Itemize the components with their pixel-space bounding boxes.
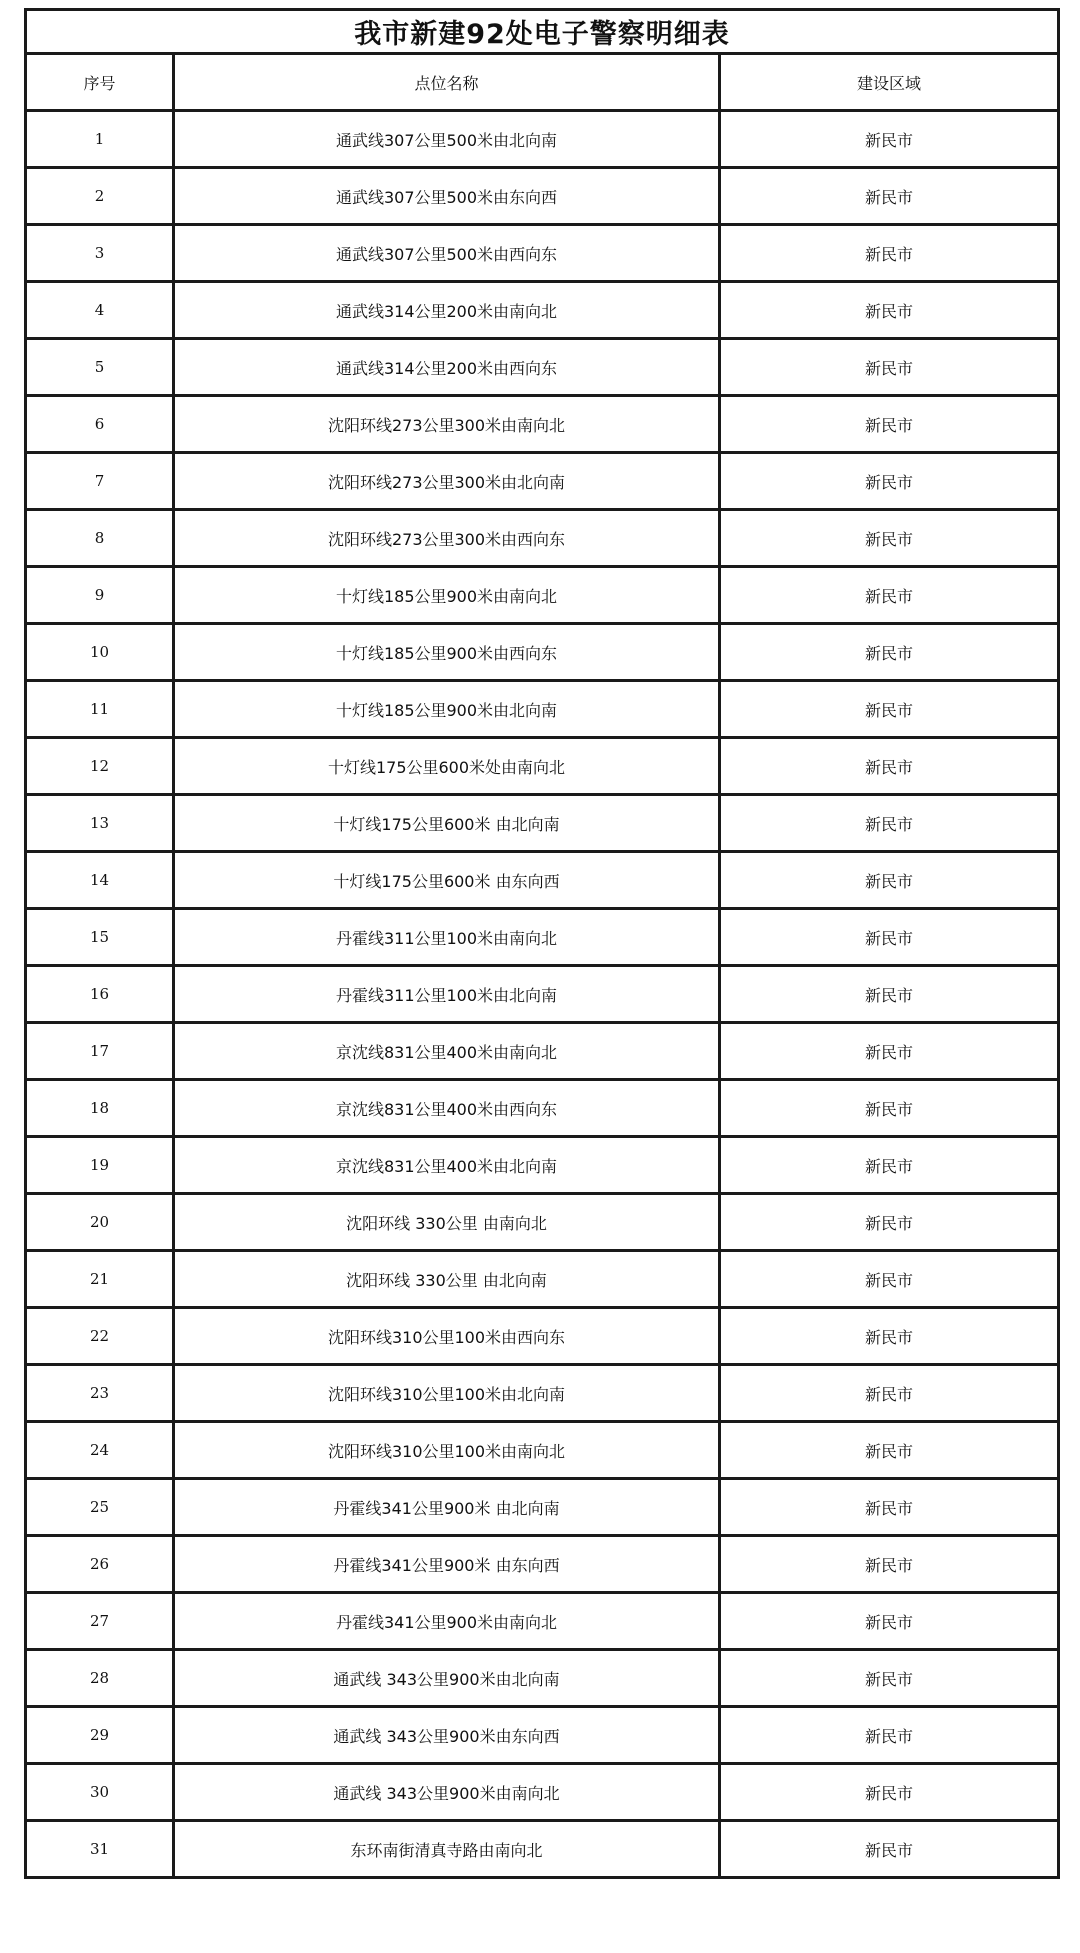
row-index-cell: 29 [26, 1707, 174, 1764]
row-location-cell: 十灯线185公里900米由西向东 [174, 624, 720, 681]
row-area-cell: 新民市 [720, 111, 1059, 168]
row-area-cell: 新民市 [720, 1365, 1059, 1422]
row-location-cell: 丹霍线311公里100米由北向南 [174, 966, 720, 1023]
row-index-cell: 9 [26, 567, 174, 624]
row-index-cell: 21 [26, 1251, 174, 1308]
row-index-cell: 23 [26, 1365, 174, 1422]
row-index-cell: 13 [26, 795, 174, 852]
row-location-cell: 沈阳环线310公里100米由南向北 [174, 1422, 720, 1479]
row-index-cell: 28 [26, 1650, 174, 1707]
row-location-cell: 沈阳环线273公里300米由南向北 [174, 396, 720, 453]
row-index-cell: 20 [26, 1194, 174, 1251]
row-index-cell: 27 [26, 1593, 174, 1650]
row-area-cell: 新民市 [720, 339, 1059, 396]
row-area-cell: 新民市 [720, 1422, 1059, 1479]
row-index-cell: 16 [26, 966, 174, 1023]
row-index-cell: 14 [26, 852, 174, 909]
row-index-cell: 4 [26, 282, 174, 339]
table-row [26, 1137, 1059, 1194]
row-index-cell: 8 [26, 510, 174, 567]
row-index-cell: 31 [26, 1821, 174, 1878]
camera-list-table [24, 8, 1060, 1879]
row-index-cell: 7 [26, 453, 174, 510]
row-area-cell: 新民市 [720, 453, 1059, 510]
table-row [26, 624, 1059, 681]
row-index-cell: 10 [26, 624, 174, 681]
row-area-cell: 新民市 [720, 738, 1059, 795]
table-row [26, 396, 1059, 453]
row-location-cell: 沈阳环线 330公里 由北向南 [174, 1251, 720, 1308]
row-area-cell: 新民市 [720, 1764, 1059, 1821]
index-column-header: 序号 [26, 54, 174, 111]
row-index-cell: 19 [26, 1137, 174, 1194]
row-area-cell: 新民市 [720, 1194, 1059, 1251]
row-area-cell: 新民市 [720, 1536, 1059, 1593]
table-row [26, 1764, 1059, 1821]
table-row [26, 795, 1059, 852]
row-area-cell: 新民市 [720, 1080, 1059, 1137]
table-row [26, 1821, 1059, 1878]
row-area-cell: 新民市 [720, 1479, 1059, 1536]
table-row [26, 681, 1059, 738]
table-row [26, 453, 1059, 510]
row-area-cell: 新民市 [720, 225, 1059, 282]
location-column-header: 点位名称 [174, 54, 720, 111]
row-location-cell: 京沈线831公里400米由西向东 [174, 1080, 720, 1137]
table-row [26, 1308, 1059, 1365]
table-row [26, 282, 1059, 339]
row-location-cell: 丹霍线341公里900米 由北向南 [174, 1479, 720, 1536]
row-area-cell: 新民市 [720, 1137, 1059, 1194]
row-area-cell: 新民市 [720, 1251, 1059, 1308]
row-location-cell: 通武线 343公里900米由东向西 [174, 1707, 720, 1764]
table-row [26, 168, 1059, 225]
row-location-cell: 十灯线175公里600米处由南向北 [174, 738, 720, 795]
row-index-cell: 17 [26, 1023, 174, 1080]
header-row [26, 54, 1059, 111]
row-area-cell: 新民市 [720, 681, 1059, 738]
row-area-cell: 新民市 [720, 282, 1059, 339]
row-location-cell: 丹霍线341公里900米由南向北 [174, 1593, 720, 1650]
row-index-cell: 18 [26, 1080, 174, 1137]
row-index-cell: 2 [26, 168, 174, 225]
row-index-cell: 15 [26, 909, 174, 966]
row-location-cell: 沈阳环线310公里100米由西向东 [174, 1308, 720, 1365]
row-area-cell: 新民市 [720, 396, 1059, 453]
table-body [26, 111, 1059, 1878]
row-area-cell: 新民市 [720, 1593, 1059, 1650]
row-index-cell: 12 [26, 738, 174, 795]
row-location-cell: 沈阳环线273公里300米由西向东 [174, 510, 720, 567]
row-location-cell: 沈阳环线310公里100米由北向南 [174, 1365, 720, 1422]
row-location-cell: 十灯线185公里900米由北向南 [174, 681, 720, 738]
table-row [26, 339, 1059, 396]
table-row [26, 225, 1059, 282]
row-area-cell: 新民市 [720, 909, 1059, 966]
row-location-cell: 通武线307公里500米由东向西 [174, 168, 720, 225]
row-index-cell: 6 [26, 396, 174, 453]
row-area-cell: 新民市 [720, 1023, 1059, 1080]
row-area-cell: 新民市 [720, 510, 1059, 567]
row-location-cell: 丹霍线311公里100米由南向北 [174, 909, 720, 966]
row-area-cell: 新民市 [720, 1707, 1059, 1764]
row-location-cell: 沈阳环线 330公里 由南向北 [174, 1194, 720, 1251]
row-location-cell: 京沈线831公里400米由南向北 [174, 1023, 720, 1080]
table-row [26, 1593, 1059, 1650]
table-row [26, 1194, 1059, 1251]
table-row [26, 1479, 1059, 1536]
table-row [26, 1650, 1059, 1707]
row-index-cell: 3 [26, 225, 174, 282]
row-location-cell: 通武线314公里200米由南向北 [174, 282, 720, 339]
row-area-cell: 新民市 [720, 567, 1059, 624]
table-row [26, 510, 1059, 567]
table-row [26, 909, 1059, 966]
row-index-cell: 30 [26, 1764, 174, 1821]
row-area-cell: 新民市 [720, 852, 1059, 909]
row-area-cell: 新民市 [720, 1650, 1059, 1707]
area-column-header: 建设区域 [720, 54, 1059, 111]
table-row [26, 1023, 1059, 1080]
row-location-cell: 十灯线185公里900米由南向北 [174, 567, 720, 624]
table-row [26, 1536, 1059, 1593]
row-area-cell: 新民市 [720, 168, 1059, 225]
row-area-cell: 新民市 [720, 624, 1059, 681]
table-row [26, 1365, 1059, 1422]
table-row [26, 1707, 1059, 1764]
table-row [26, 567, 1059, 624]
table-row [26, 966, 1059, 1023]
row-location-cell: 通武线307公里500米由西向东 [174, 225, 720, 282]
row-location-cell: 十灯线175公里600米 由北向南 [174, 795, 720, 852]
row-location-cell: 通武线314公里200米由西向东 [174, 339, 720, 396]
row-index-cell: 11 [26, 681, 174, 738]
row-area-cell: 新民市 [720, 1308, 1059, 1365]
row-index-cell: 25 [26, 1479, 174, 1536]
row-index-cell: 1 [26, 111, 174, 168]
row-area-cell: 新民市 [720, 795, 1059, 852]
table-row [26, 111, 1059, 168]
table-row [26, 1080, 1059, 1137]
row-area-cell: 新民市 [720, 966, 1059, 1023]
row-location-cell: 东环南街清真寺路由南向北 [174, 1821, 720, 1878]
table-title: 我市新建92处电子警察明细表 [26, 10, 1059, 54]
row-index-cell: 22 [26, 1308, 174, 1365]
table-row [26, 738, 1059, 795]
row-location-cell: 丹霍线341公里900米 由东向西 [174, 1536, 720, 1593]
row-index-cell: 26 [26, 1536, 174, 1593]
table-row [26, 852, 1059, 909]
row-location-cell: 通武线 343公里900米由南向北 [174, 1764, 720, 1821]
row-location-cell: 通武线 343公里900米由北向南 [174, 1650, 720, 1707]
row-index-cell: 24 [26, 1422, 174, 1479]
row-location-cell: 沈阳环线273公里300米由北向南 [174, 453, 720, 510]
table-row [26, 1422, 1059, 1479]
table-row [26, 1251, 1059, 1308]
title-row [26, 10, 1059, 54]
row-area-cell: 新民市 [720, 1821, 1059, 1878]
row-location-cell: 通武线307公里500米由北向南 [174, 111, 720, 168]
row-location-cell: 京沈线831公里400米由北向南 [174, 1137, 720, 1194]
row-index-cell: 5 [26, 339, 174, 396]
row-location-cell: 十灯线175公里600米 由东向西 [174, 852, 720, 909]
